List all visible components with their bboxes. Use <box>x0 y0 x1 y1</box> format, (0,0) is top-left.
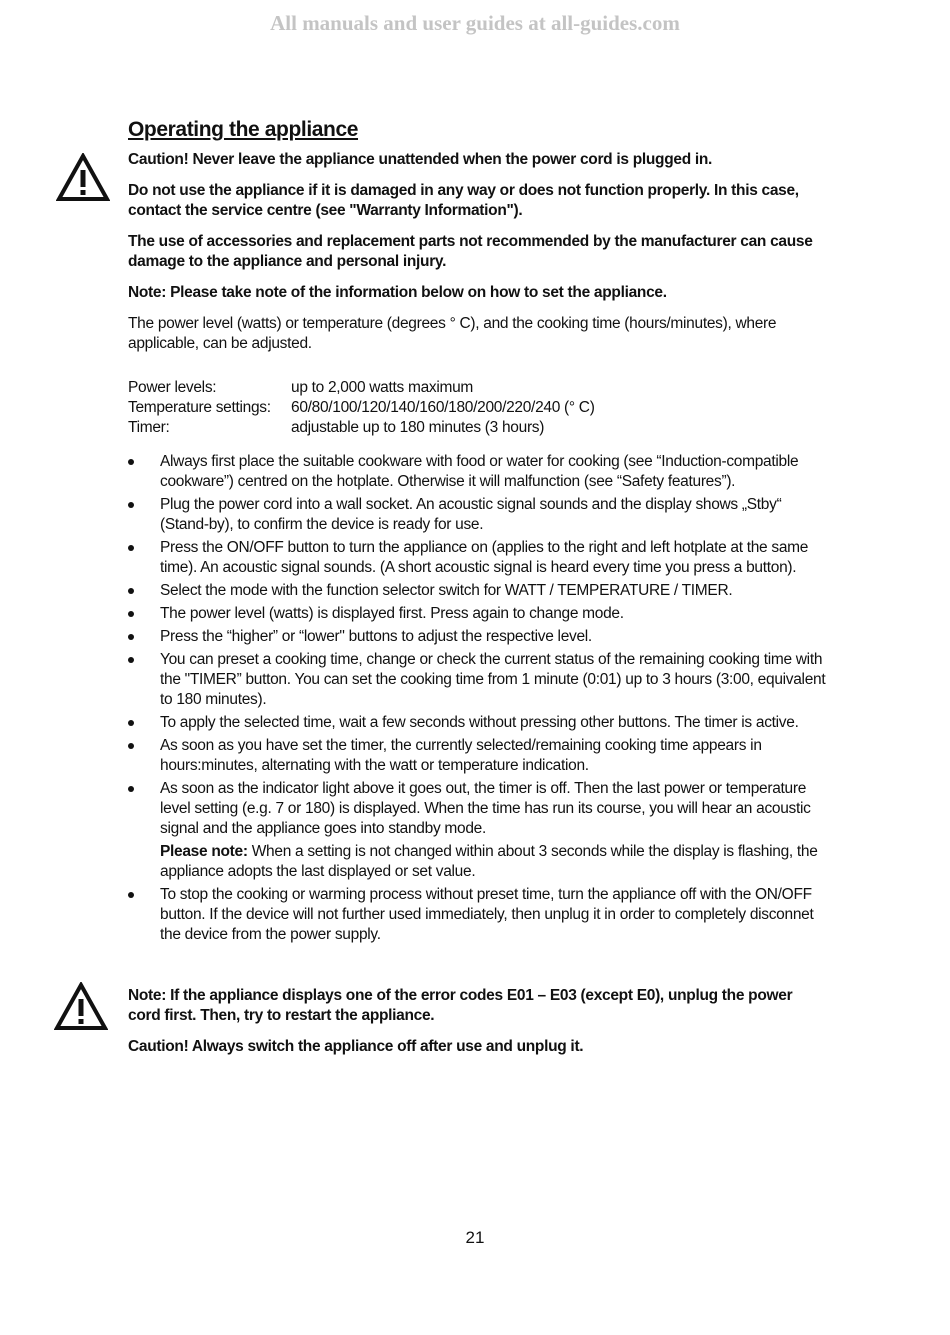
list-item: Plug the power cord into a wall socket. An acoustic signal sounds and the display shows „Stby“ (Stand-by), to confirm the device is ready for use. <box>128 495 828 535</box>
please-note-label: Please note: <box>160 843 248 860</box>
spec-row-power <box>128 378 828 398</box>
list-item: Always first place the suitable cookware with food or water for cooking (see “Induction-compatible cookware”) centred on the hotplate. Otherwise it will malfunction (see “Safety features”). <box>128 452 828 492</box>
caution-accessories: The use of accessories and replacement parts not recommended by the manufacturer can cause damage to the appliance and personal injury. <box>128 233 813 270</box>
spec-row-temperature <box>128 398 828 418</box>
please-note-text: When a setting is not changed within about 3 seconds while the display is flashing, the appliance adopts the last displayed or set value. <box>160 843 818 880</box>
bullet-icon <box>128 545 134 551</box>
bullet-icon <box>128 459 134 465</box>
bullet-icon <box>128 588 134 594</box>
bullet-icon <box>128 657 134 663</box>
bullet-icon <box>128 502 134 508</box>
list-item: To stop the cooking or warming process without preset time, turn the appliance off with the ON/OFF button. If the device will not further used immediately, then unplug it in order to completely disconnet the device from the power supply. <box>128 885 828 945</box>
note-error-codes: Note: If the appliance displays one of the error codes E01 – E03 (except E0), unplug the power cord first. Then, try to restart the appliance. <box>128 987 793 1024</box>
page-number: 21 <box>465 1228 485 1247</box>
list-item: The power level (watts) is displayed first. Press again to change mode. <box>128 604 828 624</box>
note-settings: Note: Please take note of the information below on how to set the appliance. <box>128 284 667 301</box>
bottom-warnings <box>128 986 828 1068</box>
spec-row-timer <box>128 418 828 438</box>
bullet-icon <box>128 720 134 726</box>
spec-value: 60/80/100/120/140/160/180/200/220/240 (° C) <box>291 399 595 416</box>
bullet-icon <box>128 611 134 617</box>
list-item: Press the “higher” or “lower" buttons to adjust the respective level. <box>128 627 828 647</box>
list-item: To apply the selected time, wait a few seconds without pressing other buttons. The timer is active. <box>128 713 828 733</box>
spec-value: adjustable up to 180 minutes (3 hours) <box>291 419 545 436</box>
list-item: Press the ON/OFF button to turn the appliance on (applies to the right and left hotplate at the same time). An acoustic signal sounds. (A short acoustic signal is heard every time you press a button). <box>128 538 828 578</box>
instructions-list-end <box>128 885 828 945</box>
intro-paragraph: The power level (watts) or temperature (degrees ° C), and the cooking time (hours/minutes), where applicable, can be adjusted. <box>128 315 777 352</box>
bullet-icon <box>128 634 134 640</box>
list-item: Select the mode with the function selector switch for WATT / TEMPERATURE / TIMER. <box>128 581 828 601</box>
spec-label: Temperature settings: <box>128 399 271 416</box>
bullet-icon <box>128 786 134 792</box>
list-item: As soon as you have set the timer, the currently selected/remaining cooking time appears in hours:minutes, alternating with the watt or temperature indication. <box>128 736 828 776</box>
warning-triangle-icon <box>54 982 108 1032</box>
watermark: All manuals and user guides at all-guides.com <box>270 11 680 35</box>
spec-value: up to 2,000 watts maximum <box>291 379 474 396</box>
caution-unattended: Caution! Never leave the appliance unattended when the power cord is plugged in. <box>128 151 713 168</box>
instructions-list <box>128 452 828 839</box>
spec-label: Timer: <box>128 419 170 436</box>
warning-triangle-icon <box>56 153 110 203</box>
specs-table <box>128 378 828 438</box>
bullet-icon <box>128 743 134 749</box>
page-title: Operating the appliance <box>128 118 359 141</box>
caution-damaged: Do not use the appliance if it is damaged in any way or does not function properly. In this case, contact the service centre (see "Warranty Information"). <box>128 182 799 219</box>
page-content <box>128 118 828 948</box>
list-item: As soon as the indicator light above it goes out, the timer is off. Then the last power or temperature level setting (e.g. 7 or 180) is displayed. When the time has run its course, you will hear an acoustic signal and the appliance goes into standby mode. <box>128 779 828 839</box>
caution-switch-off: Caution! Always switch the appliance off after use and unplug it. <box>128 1038 584 1055</box>
list-item: You can preset a cooking time, change or check the current status of the remaining cooking time with the "TIMER” button. You can set the cooking time from 1 minute (0:01) up to 3 hours (3:00, equivalent to 180 minutes). <box>128 650 828 710</box>
bullet-icon <box>128 892 134 898</box>
spec-label: Power levels: <box>128 379 217 396</box>
please-note <box>128 842 828 882</box>
